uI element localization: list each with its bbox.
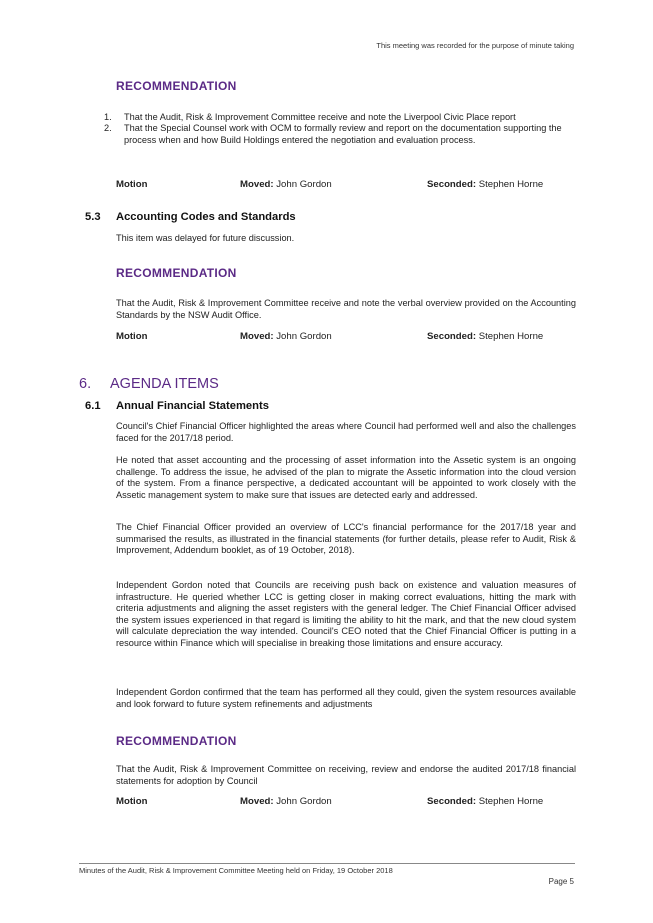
- paragraph: He noted that asset accounting and the processing of asset information into the Assetic system is an ongoing challenge. To address the issue, he advised of the plan to migrate the Assetic information into the cloud version of the system. From a finance perspective, a dedicated accountant will be appointed to work closely with the Assetic management system to make sure that issues are detected early and addressed.: [116, 455, 576, 500]
- seconded-by: Seconded: Stephen Horne: [427, 179, 544, 190]
- paragraph: Independent Gordon confirmed that the team has performed all they could, given the system resources available and look forward to future system refinements and adjustments: [116, 687, 576, 709]
- section-title: AGENDA ITEMS: [110, 376, 219, 392]
- motion-label: Motion: [116, 179, 148, 190]
- list-item: 2. That the Special Counsel work with OCM to formally review and report on the documentation supporting the process when and how Build Holdings entered the negotiation and evaluation process.: [104, 123, 562, 145]
- seconded-by: Seconded: Stephen Horne: [427, 331, 544, 342]
- paragraph: The Chief Financial Officer provided an overview of LCC's financial performance for the 2017/18 year and summarised the results, as illustrated in the financial statements (for further details, please refer to Audit, Risk & Improvement, Addendum booklet, as of 19 October, 2018).: [116, 522, 576, 555]
- motion-row: [116, 331, 576, 343]
- section-number: 6.1: [85, 400, 101, 412]
- section-title: Accounting Codes and Standards: [116, 211, 296, 223]
- moved-by: Moved: John Gordon: [240, 331, 332, 342]
- recommendation-text: That the Audit, Risk & Improvement Committee receive and note the verbal overview provided on the Accounting Standards by the NSW Audit Office.: [116, 298, 576, 320]
- recommendation-heading: RECOMMENDATION: [116, 734, 237, 748]
- motion-row: [116, 796, 576, 808]
- recommendation-heading: RECOMMENDATION: [116, 266, 237, 280]
- section-body: This item was delayed for future discussion.: [116, 233, 295, 243]
- seconded-by: Seconded: Stephen Horne: [427, 796, 544, 807]
- motion-label: Motion: [116, 796, 148, 807]
- paragraph: Independent Gordon noted that Councils are receiving push back on existence and valuation measures of infrastructure. He queried whether LCC is getting closer in making correct evaluations, hitting the mark with criteria adjustments and aligning the asset registers with the general ledger. The Chief Financial Officer advised the system issues experienced in that regard is limiting the ability to hit the mark, and that the new cloud system will calculate depreciation the way intended. Council's CEO noted that the Chief Financial Officer is putting in a resource within Finance which will specialise in breaking those limitations and ensure accuracy.: [116, 580, 576, 648]
- footer-divider: [79, 863, 575, 864]
- list-item: 1. That the Audit, Risk & Improvement Committee receive and note the Liverpool Civic Place report: [104, 112, 516, 122]
- section-number: 5.3: [85, 211, 101, 223]
- page-number: Page 5: [548, 877, 574, 886]
- motion-label: Motion: [116, 331, 148, 342]
- header-note: This meeting was recorded for the purpose of minute taking: [376, 41, 574, 50]
- moved-by: Moved: John Gordon: [240, 796, 332, 807]
- moved-by: Moved: John Gordon: [240, 179, 332, 190]
- motion-row: [116, 179, 576, 191]
- recommendation-heading: RECOMMENDATION: [116, 79, 237, 93]
- section-number: 6.: [79, 376, 92, 392]
- paragraph: Council's Chief Financial Officer highlighted the areas where Council had performed well and also the challenges faced for the 2017/18 period.: [116, 421, 576, 443]
- recommendation-list: [104, 112, 576, 146]
- recommendation-text: That the Audit, Risk & Improvement Committee on receiving, review and endorse the audited 2017/18 financial statements for adoption by Council: [116, 764, 576, 786]
- section-title: Annual Financial Statements: [116, 400, 269, 412]
- footer-text: Minutes of the Audit, Risk & Improvement Committee Meeting held on Friday, 19 October 2018: [79, 866, 393, 875]
